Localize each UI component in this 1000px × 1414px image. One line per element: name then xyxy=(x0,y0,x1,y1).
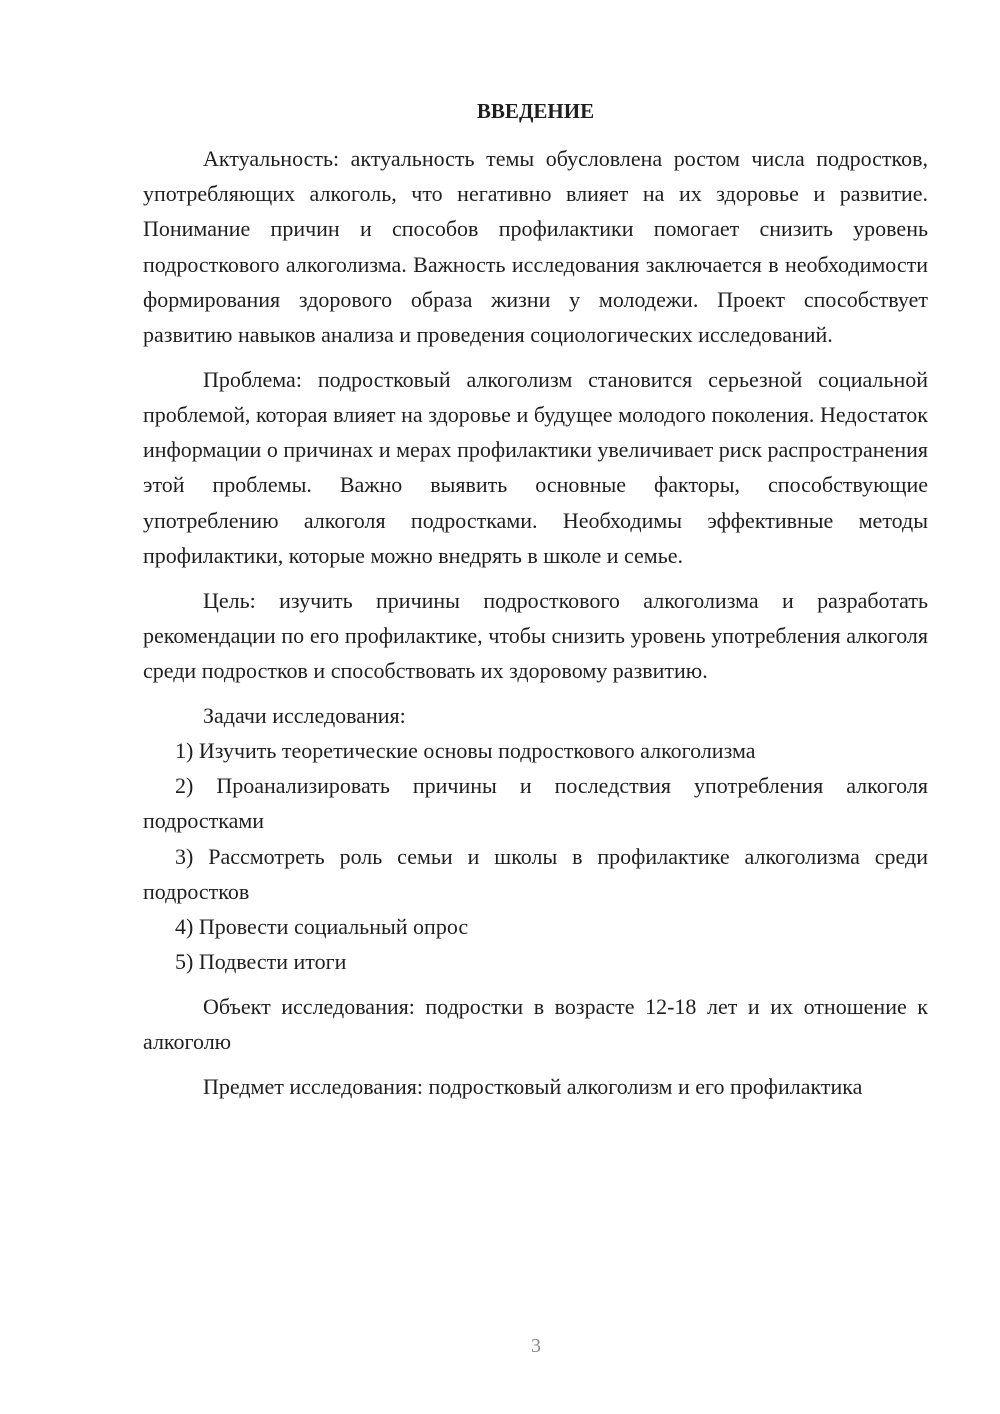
list-item: 4) Провести социальный опрос xyxy=(175,914,469,940)
list-item: 5) Подвести итоги xyxy=(175,949,347,975)
list-item: 1) Изучить теоретические основы подросткового алкоголизма xyxy=(175,738,756,764)
paragraph-object: Объект исследования: подростки в возрасте 12-18 лет и их отношение к алкоголю xyxy=(143,994,928,1055)
tasks-list xyxy=(143,733,928,979)
paragraph-relevance: Актуальность: актуальность темы обусловлена ростом числа подростков, употребляющих алкоголь, что негативно влияет на их здоровье и развитие. Понимание причин и способов профилактики помогает снизить уровень подросткового алкоголизма. Важность исследования заключается в необходимости формирования здорового образа жизни у молодежи. Проект способствует развитию навыков анализа и проведения социологических исследований. xyxy=(143,146,928,348)
paragraph-goal: Цель: изучить причины подросткового алкоголизма и разработать рекомендации по его профилактике, чтобы снизить уровень употребления алкоголя среди подростков и способствовать их здоровому развитию. xyxy=(143,587,928,684)
tasks-heading: Задачи исследования: xyxy=(203,702,406,728)
paragraph-problem: Проблема: подростковый алкоголизм становится серьезной социальной проблемой, которая влияет на здоровье и будущее молодого поколения. Недостаток информации о причинах и мерах профилактики увеличивает риск распространения этой проблемы. Важно выявить основные факторы, способствующие употреблению алкоголя подростками. Необходимы эффективные методы профилактики, которые можно внедрять в школе и семье. xyxy=(143,366,928,568)
paragraph-subject: Предмет исследования: подростковый алкоголизм и его профилактика xyxy=(203,1074,863,1100)
list-item: 3) Рассмотреть роль семьи и школы в профилактике алкоголизма среди подростков xyxy=(143,843,928,904)
document-body xyxy=(143,141,928,1104)
list-item: 2) Проанализировать причины и последствия употребления алкоголя подростками xyxy=(143,773,928,834)
page-number: 3 xyxy=(531,1335,541,1357)
page-title: ВВЕДЕНИЕ xyxy=(476,99,595,123)
